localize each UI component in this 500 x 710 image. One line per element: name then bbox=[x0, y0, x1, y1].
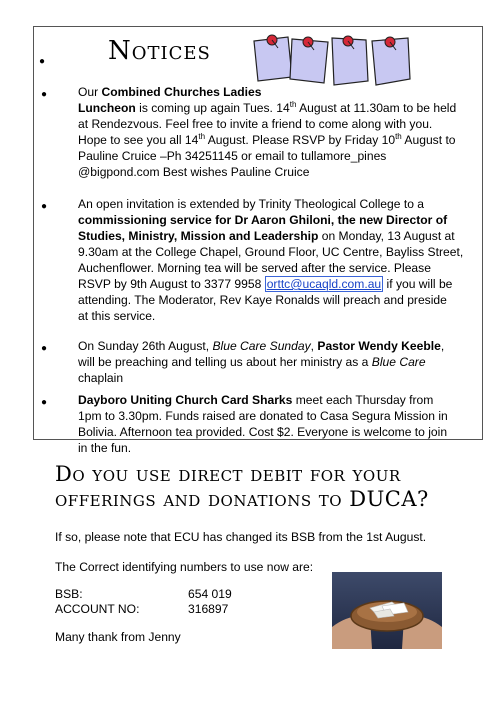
notice-text-segment: th bbox=[198, 132, 206, 141]
notice-line bbox=[78, 440, 466, 456]
notice-line bbox=[78, 338, 466, 354]
offering-plate-photo bbox=[332, 572, 442, 649]
notice-item bbox=[41, 84, 466, 180]
notice-text-segment: Pauline Cruice –Ph 34251145 or email to tullamore_pines bbox=[78, 149, 387, 163]
notice-text-segment: at Rendezvous. Feel free to invite a friend to come along with you. bbox=[78, 117, 433, 131]
notice-text-segment: , bbox=[440, 339, 445, 353]
notice-text bbox=[78, 84, 466, 180]
notice-text-segment: August to bbox=[401, 133, 456, 147]
direct-debit-heading-line: Do you use direct debit for your bbox=[55, 462, 401, 486]
notice-text-segment: at this service. bbox=[78, 309, 156, 323]
notice-line bbox=[78, 132, 466, 148]
notice-text-segment: Auchenflower. Morning tea will be served after the service. Please bbox=[78, 261, 431, 275]
notice-text-segment: th bbox=[289, 100, 297, 109]
bsb-value: 654 019 bbox=[188, 587, 232, 601]
account-value: 316897 bbox=[188, 602, 229, 616]
notice-line bbox=[78, 116, 466, 132]
notices-heading-row bbox=[34, 27, 482, 89]
notice-text bbox=[78, 196, 466, 324]
notice-line bbox=[78, 212, 466, 228]
notice-text-segment: Bolivia. Afternoon tea provided. Cost $2. Everyone is welcome to join bbox=[78, 425, 448, 439]
notice-line bbox=[78, 100, 466, 116]
notice-line bbox=[78, 148, 466, 164]
notice-text-segment: will be preaching and telling us about her ministry as a bbox=[78, 355, 372, 369]
thanks-note: Many thank from Jenny bbox=[55, 630, 181, 644]
notice-text bbox=[78, 338, 466, 386]
notice-text-segment: attending. The Moderator, Rev Kaye Ronalds will preach and preside bbox=[78, 293, 447, 307]
bullet-dot: ● bbox=[41, 89, 48, 100]
notice-text-segment: if you will be bbox=[383, 277, 453, 291]
bullet-dot: ● bbox=[41, 343, 48, 354]
notice-text-segment: Studies, Ministry, Mission and Leadership bbox=[78, 229, 319, 243]
notice-line bbox=[78, 392, 466, 408]
notice-text-segment: Pastor Wendy Keeble bbox=[317, 339, 441, 353]
pinned-notes-clipart bbox=[252, 33, 412, 91]
notice-text-segment: Our bbox=[78, 85, 102, 99]
notice-line bbox=[78, 308, 466, 324]
notice-item bbox=[41, 338, 466, 386]
notice-text-segment: August at 11.30am to be held bbox=[296, 101, 457, 115]
notice-text-segment: @bigpond.com Best wishes Pauline Cruice bbox=[78, 165, 310, 179]
notice-text-segment: meet each Thursday from bbox=[292, 393, 434, 407]
notice-text-segment: Hope to see you all 14 bbox=[78, 133, 199, 147]
notice-line bbox=[78, 244, 466, 260]
account-label: ACCOUNT NO: bbox=[55, 602, 140, 616]
notice-line bbox=[78, 354, 466, 370]
notice-item bbox=[41, 392, 466, 456]
notices-title: Notices bbox=[108, 36, 211, 66]
notice-line bbox=[78, 228, 466, 244]
notice-text-segment: RSVP by 9th August to 3377 9958 bbox=[78, 277, 265, 291]
correct-numbers-intro: The Correct identifying numbers to use now are: bbox=[55, 560, 314, 574]
notice-text-segment: On Sunday 26th August, bbox=[78, 339, 213, 353]
notice-text-segment: Dayboro Uniting Church Card Sharks bbox=[78, 393, 293, 407]
notice-text bbox=[78, 392, 466, 456]
sticky-note bbox=[332, 36, 368, 85]
notice-line bbox=[78, 408, 466, 424]
sticky-note bbox=[372, 37, 410, 85]
sticky-note bbox=[290, 37, 328, 83]
notice-text-segment: Blue Care Sunday bbox=[212, 339, 311, 353]
bullet-dot: ● bbox=[41, 201, 48, 212]
direct-debit-heading bbox=[55, 462, 475, 512]
notice-line bbox=[78, 164, 466, 180]
notice-text-segment: , bbox=[310, 339, 318, 353]
notice-text-segment: Combined Churches Ladies bbox=[101, 85, 262, 99]
notice-text-segment: chaplain bbox=[78, 371, 124, 385]
notice-line bbox=[78, 196, 466, 212]
notice-text-segment: commissioning service for Dr Aaron Ghiloni, the new Director of bbox=[78, 213, 448, 227]
notice-line bbox=[78, 370, 466, 386]
notice-text-segment: Blue Care bbox=[371, 355, 426, 369]
notice-text-segment: Luncheon bbox=[78, 101, 136, 115]
notice-text-segment: August. Please RSVP by Friday 10 bbox=[205, 133, 396, 147]
sticky-note bbox=[254, 35, 292, 81]
notice-line bbox=[78, 424, 466, 440]
email-link[interactable]: orttc@ucaqld.com.au bbox=[266, 277, 382, 291]
notice-text-segment: is coming up again Tues. 14 bbox=[135, 101, 290, 115]
notice-text-segment: 9.30am at the College Chapel, Ground Floor, UC Centre, Bayliss Street, bbox=[78, 245, 464, 259]
bullet-dot: ● bbox=[39, 56, 46, 67]
notice-text-segment: 1pm to 3.30pm. Funds raised are donated to Casa Segura Mission in bbox=[78, 409, 448, 423]
notice-text-segment: th bbox=[395, 132, 402, 141]
direct-debit-heading-line: offerings and donations to DUCA? bbox=[55, 487, 429, 511]
bsb-label: BSB: bbox=[55, 587, 83, 601]
notice-line bbox=[78, 260, 466, 276]
notice-item bbox=[41, 196, 466, 324]
notice-line bbox=[78, 292, 466, 308]
bullet-dot: ● bbox=[41, 397, 48, 408]
notice-line bbox=[78, 84, 466, 100]
notice-line bbox=[78, 276, 466, 292]
notices-box bbox=[33, 26, 483, 455]
bsb-change-notice: If so, please note that ECU has changed its BSB from the 1st August. bbox=[55, 530, 427, 544]
notice-text-segment: An open invitation is extended by Trinity Theological College to a bbox=[78, 197, 425, 211]
notice-text-segment: in the fun. bbox=[78, 441, 132, 455]
notice-text-segment: on Monday, 13 August at bbox=[318, 229, 455, 243]
